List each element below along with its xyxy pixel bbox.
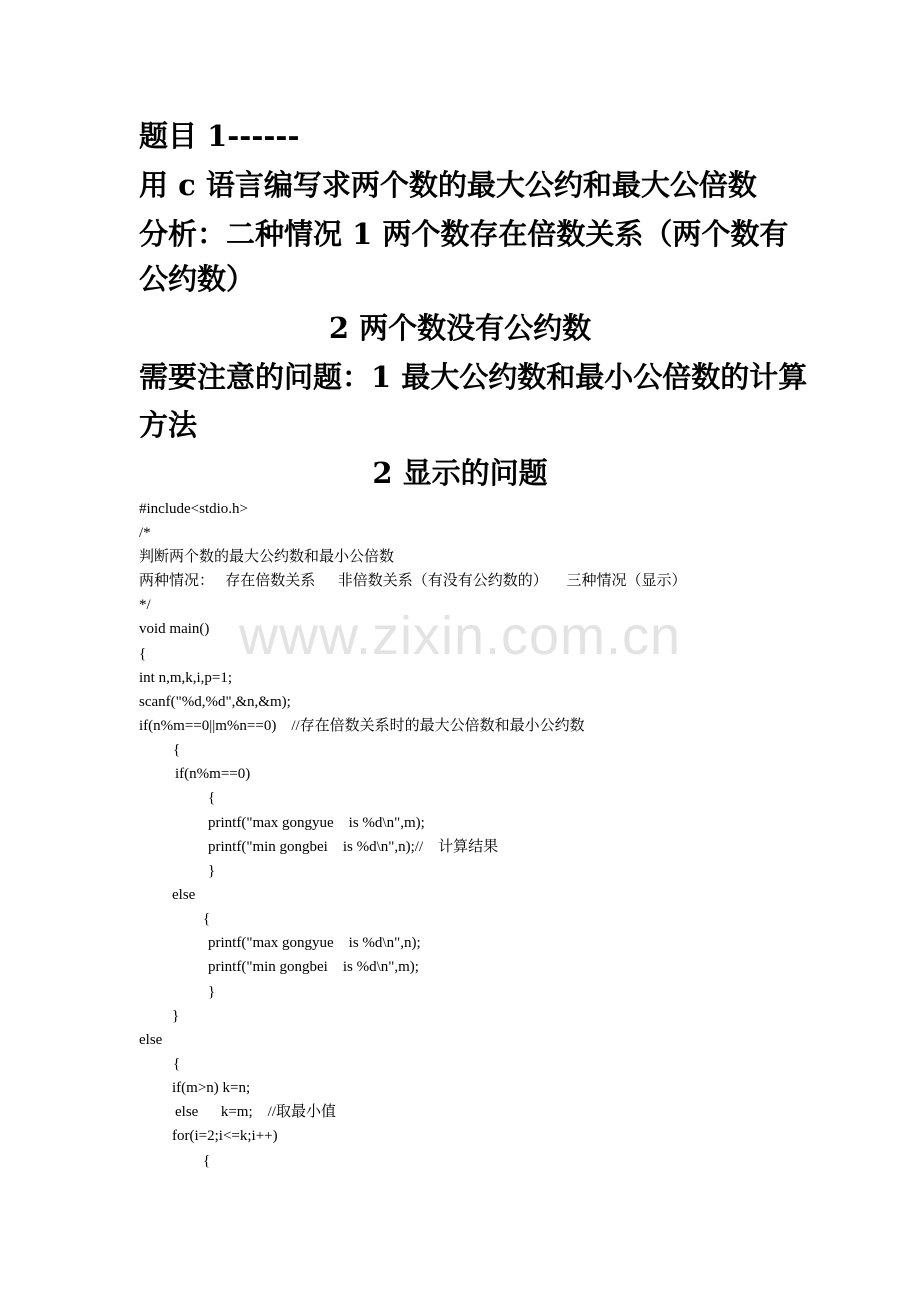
- code-line: {: [208, 790, 216, 806]
- code-line: scanf("%d,%d",&n,&m);: [139, 694, 291, 710]
- analysis-line-1: 分析：二种情况 1 两个数存在倍数关系（两个数有: [139, 217, 789, 251]
- code-line: for(i=2;i<=k;i++): [172, 1128, 278, 1144]
- code-line: /*: [139, 525, 151, 541]
- code-line: if(n%m==0||m%n==0) //存在倍数关系时的最大公倍数和最小公约数: [139, 718, 585, 734]
- title: 题目 1------: [139, 119, 300, 153]
- code-line: }: [172, 1008, 180, 1024]
- code-line: }: [208, 863, 216, 879]
- analysis-line-2: 公约数）: [139, 262, 256, 296]
- notes-line-2: 方法: [139, 408, 198, 442]
- code-line: {: [203, 1153, 211, 1169]
- subtitle: 用 c 语言编写求两个数的最大公约和最大公倍数: [139, 168, 757, 202]
- code-line: printf("min gongbei is %d\n",m);: [208, 959, 419, 975]
- notes-item-2: 2 显示的问题: [372, 456, 548, 490]
- code-line: 两种情况： 存在倍数关系 非倍数关系（有没有公约数的） 三种情况（显示）: [139, 573, 687, 589]
- code-line: else k=m; //取最小值: [175, 1104, 336, 1120]
- analysis-case-2: 2 两个数没有公约数: [328, 311, 592, 345]
- code-line: printf("min gongbei is %d\n",n);// 计算结果: [208, 839, 499, 855]
- code-line: if(m>n) k=n;: [172, 1080, 251, 1096]
- code-line: {: [173, 742, 181, 758]
- code-line: 判断两个数的最大公约数和最小公倍数: [139, 549, 395, 565]
- code-line: int n,m,k,i,p=1;: [139, 670, 233, 686]
- code-line: {: [173, 1056, 181, 1072]
- code-line: if(n%m==0): [175, 766, 251, 782]
- code-line: #include<stdio.h>: [139, 501, 248, 517]
- code-line: {: [139, 646, 147, 662]
- code-line: else: [172, 887, 196, 903]
- code-line: printf("max gongyue is %d\n",n);: [208, 935, 421, 951]
- watermark: www.zixin.com.cn: [238, 606, 682, 666]
- code-line: */: [139, 597, 151, 613]
- code-line: {: [203, 911, 211, 927]
- code-line: }: [208, 984, 216, 1000]
- code-line: else: [139, 1032, 163, 1048]
- notes-line-1: 需要注意的问题：1 最大公约数和最小公倍数的计算: [139, 360, 808, 394]
- code-line: printf("max gongyue is %d\n",m);: [208, 815, 425, 831]
- code-line: void main(): [139, 621, 210, 637]
